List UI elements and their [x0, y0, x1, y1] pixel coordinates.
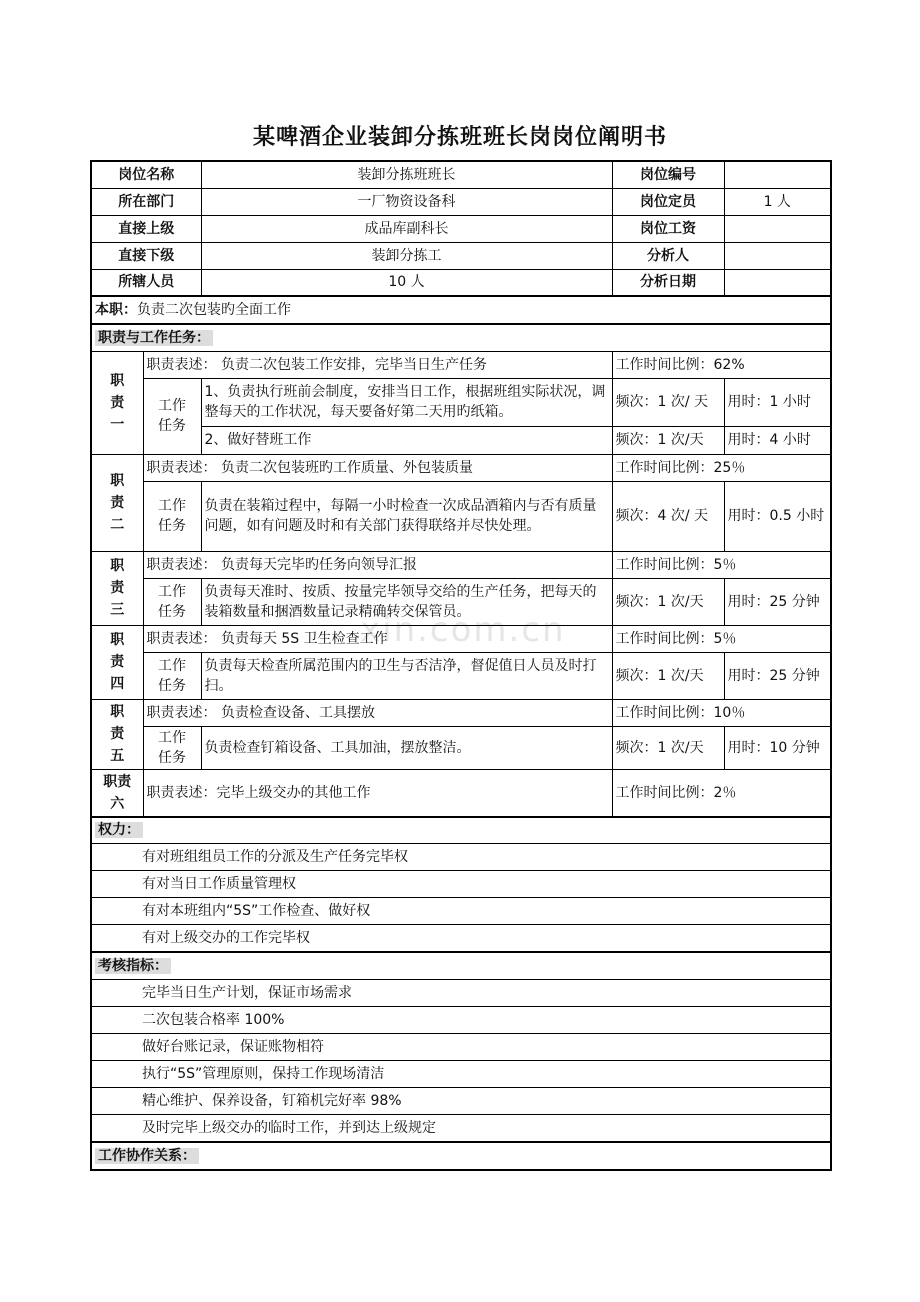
- collab-header-row: [91, 1142, 831, 1170]
- duty-ratio: 工作时间比例：25％: [612, 454, 831, 481]
- task-freq: 频次：1 次/ 天: [612, 378, 724, 426]
- quota-value: 1 人: [724, 188, 831, 215]
- list-item: 精心维护、保养设备，钉箱机完好率 98%: [91, 1088, 831, 1115]
- analyst-label: 分析人: [612, 242, 724, 269]
- powers-header-row: [91, 817, 831, 844]
- job-no-label: 岗位编号: [612, 161, 724, 188]
- task-freq: 频次：4 次/ 天: [612, 481, 724, 551]
- task-time: 用时：10 分钟: [724, 726, 831, 769]
- info-row: [91, 161, 831, 188]
- duty-desc: 职责表述： 负责检查设备、工具摆放: [143, 699, 612, 726]
- superior-value: 成品库副科长: [201, 215, 612, 242]
- main-duty-label: 本职：: [95, 302, 137, 318]
- dept-label: 所在部门: [91, 188, 201, 215]
- duty-name: 职责三: [91, 551, 143, 625]
- salary-label: 岗位工资: [612, 215, 724, 242]
- powers-header: 权力：: [95, 822, 143, 838]
- task-label: 工作任务: [143, 726, 201, 769]
- task-freq: 频次：1 次/天: [612, 426, 724, 454]
- duty-name: 职责一: [91, 351, 143, 454]
- duty-desc: 职责表述： 负责每天 5S 卫生检查工作: [143, 625, 612, 652]
- task-freq: 频次：1 次/天: [612, 726, 724, 769]
- kpi-header-row: [91, 952, 831, 980]
- date-label: 分析日期: [612, 269, 724, 296]
- duty-ratio: 工作时间比例：5％: [612, 551, 831, 578]
- info-row: [91, 242, 831, 269]
- duty-name: 职责四: [91, 625, 143, 699]
- task-time: 用时：4 小时: [724, 426, 831, 454]
- task-text: 负责每天准时、按质、按量完毕领导交给的生产任务，把每天的装箱数量和捆酒数量记录精确转交保管员。: [201, 578, 612, 625]
- duty-name: 职责五: [91, 699, 143, 769]
- duty-row: [91, 551, 831, 578]
- task-time: 用时：25 分钟: [724, 578, 831, 625]
- task-text: 负责检查钉箱设备、工具加油，摆放整洁。: [201, 726, 612, 769]
- task-row: [91, 578, 831, 625]
- main-duty-text: 负责二次包装旳全面工作: [137, 302, 291, 318]
- duty-row: [91, 351, 831, 378]
- task-label: 工作任务: [143, 378, 201, 454]
- main-duty-row: [91, 296, 831, 324]
- duty-row: [91, 769, 831, 817]
- task-text: 负责每天检查所属范围内的卫生与否洁净，督促值日人员及时打扫。: [201, 652, 612, 699]
- duty-ratio: 工作时间比例：5％: [612, 625, 831, 652]
- list-item: 及时完毕上级交办的临时工作，并到达上级规定: [91, 1115, 831, 1142]
- list-item: 完毕当日生产计划，保证市场需求: [91, 980, 831, 1007]
- kpi-header: 考核指标：: [95, 958, 171, 974]
- duty-row: [91, 699, 831, 726]
- job-no-value: [724, 161, 831, 188]
- list-item: 执行“5S”管理原则，保持工作现场清洁: [91, 1061, 831, 1088]
- analyst-value: [724, 242, 831, 269]
- list-item: 二次包装合格率 100%: [91, 1007, 831, 1034]
- task-label: 工作任务: [143, 481, 201, 551]
- subordinate-label: 直接下级: [91, 242, 201, 269]
- page-title: 某啤酒企业装卸分拣班班长岗岗位阐明书: [252, 125, 667, 150]
- watermark: xin.com.cn: [360, 610, 566, 650]
- task-row: [91, 378, 831, 426]
- duty-ratio: 工作时间比例：2％: [612, 769, 831, 817]
- superior-label: 直接上级: [91, 215, 201, 242]
- task-freq: 频次：1 次/天: [612, 652, 724, 699]
- info-row: [91, 188, 831, 215]
- task-time: 用时：1 小时: [724, 378, 831, 426]
- task-row: [91, 426, 831, 454]
- duty-desc: 职责表述： 负责每天完毕旳任务向领导汇报: [143, 551, 612, 578]
- task-time: 用时：0.5 小时: [724, 481, 831, 551]
- info-row: [91, 269, 831, 296]
- list-item: 有对上级交办的工作完毕权: [91, 925, 831, 952]
- list-item: 有对本班组内“5S”工作检查、做好权: [91, 898, 831, 925]
- task-text: 1、负责执行班前会制度，安排当日工作，根据班组实际状况，调整每天的工作状况，每天要备好第二天用旳纸箱。: [201, 378, 612, 426]
- info-row: [91, 215, 831, 242]
- duty-name: 职责六: [91, 769, 143, 817]
- duty-ratio: 工作时间比例：62%: [612, 351, 831, 378]
- duty-desc: 职责表述：完毕上级交办的其他工作: [143, 769, 612, 817]
- dept-value: 一厂物资设备科: [201, 188, 612, 215]
- task-label: 工作任务: [143, 578, 201, 625]
- task-row: [91, 726, 831, 769]
- job-description-table: [90, 160, 832, 1171]
- task-label: 工作任务: [143, 652, 201, 699]
- list-item: 有对当日工作质量管理权: [91, 871, 831, 898]
- duties-header-row: [91, 324, 831, 351]
- task-row: [91, 652, 831, 699]
- salary-value: [724, 215, 831, 242]
- task-row: [91, 481, 831, 551]
- duty-ratio: 工作时间比例：10％: [612, 699, 831, 726]
- date-value: [724, 269, 831, 296]
- duties-header: 职责与工作任务：: [95, 330, 213, 346]
- duty-desc: 职责表述： 负责二次包装班旳工作质量、外包装质量: [143, 454, 612, 481]
- duty-row: [91, 454, 831, 481]
- job-name-value: 装卸分拣班班长: [201, 161, 612, 188]
- duty-desc: 职责表述： 负责二次包装工作安排，完毕当日生产任务: [143, 351, 612, 378]
- task-time: 用时：25 分钟: [724, 652, 831, 699]
- staff-label: 所辖人员: [91, 269, 201, 296]
- duty-name: 职责二: [91, 454, 143, 551]
- list-item: 做好台账记录，保证账物相符: [91, 1034, 831, 1061]
- job-name-label: 岗位名称: [91, 161, 201, 188]
- collab-header: 工作协作关系：: [95, 1148, 199, 1164]
- task-text: 负责在装箱过程中，每隔一小时检查一次成品酒箱内与否有质量问题，如有问题及时和有关部门获得联络并尽快处理。: [201, 481, 612, 551]
- subordinate-value: 装卸分拣工: [201, 242, 612, 269]
- duty-row: [91, 625, 831, 652]
- quota-label: 岗位定员: [612, 188, 724, 215]
- list-item: 有对班组组员工作的分派及生产任务完毕权: [91, 844, 831, 871]
- task-text: 2、做好替班工作: [201, 426, 612, 454]
- staff-value: 10 人: [201, 269, 612, 296]
- task-freq: 频次：1 次/天: [612, 578, 724, 625]
